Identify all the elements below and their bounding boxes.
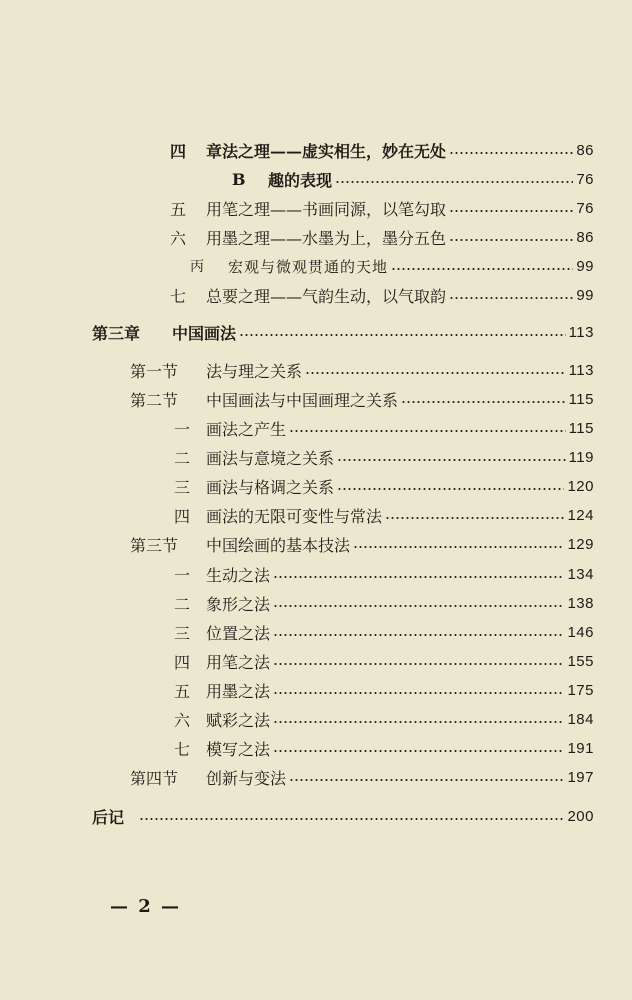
leader-dots bbox=[449, 239, 573, 241]
entry-page: 124 bbox=[567, 506, 594, 524]
leader-dots bbox=[273, 750, 564, 752]
entry-page: 184 bbox=[567, 710, 594, 728]
entry-page: 191 bbox=[567, 739, 594, 757]
entry-title: 赋彩之法 bbox=[206, 710, 271, 730]
toc-entry bbox=[174, 472, 594, 500]
toc-entry bbox=[174, 705, 594, 733]
entry-page: 134 bbox=[567, 565, 594, 583]
leader-dots bbox=[401, 401, 566, 403]
toc-entry bbox=[174, 589, 594, 617]
toc-entry bbox=[170, 194, 594, 222]
entry-page: 120 bbox=[567, 477, 594, 495]
entry-page: 99 bbox=[576, 286, 594, 304]
toc-entry bbox=[190, 252, 594, 280]
entry-number: 一 bbox=[174, 419, 191, 439]
entry-page: 99 bbox=[576, 257, 594, 275]
entry-number: 六 bbox=[170, 228, 187, 248]
entry-number: 丙 bbox=[190, 259, 204, 275]
toc-entry bbox=[174, 560, 594, 588]
entry-page: 76 bbox=[576, 170, 594, 188]
entry-number: B bbox=[232, 169, 246, 189]
leader-dots bbox=[289, 430, 566, 432]
entry-page: 119 bbox=[568, 448, 594, 466]
entry-number: 三 bbox=[174, 623, 191, 643]
leader-dots bbox=[273, 721, 564, 723]
leader-dots bbox=[139, 818, 564, 820]
entry-page: 129 bbox=[567, 535, 594, 553]
entry-number: 四 bbox=[174, 652, 191, 672]
entry-number: 四 bbox=[174, 506, 191, 526]
toc-entry bbox=[130, 356, 594, 384]
entry-page: 155 bbox=[567, 652, 594, 670]
entry-title: 用墨之理——水墨为上，墨分五色 bbox=[206, 228, 447, 248]
leader-dots bbox=[273, 576, 564, 578]
entry-page: 200 bbox=[567, 807, 594, 825]
entry-title: 位置之法 bbox=[206, 623, 271, 643]
toc-entry bbox=[92, 802, 594, 830]
entry-page: 113 bbox=[568, 323, 594, 341]
entry-page: 76 bbox=[576, 199, 594, 217]
toc-entry bbox=[170, 136, 594, 164]
entry-number: 三 bbox=[174, 477, 191, 497]
entry-title: 中国绘画的基本技法 bbox=[206, 535, 351, 555]
entry-number: 第三章 bbox=[92, 323, 141, 343]
entry-number: 后记 bbox=[92, 807, 125, 827]
leader-dots bbox=[273, 692, 564, 694]
leader-dots bbox=[305, 372, 566, 374]
entry-number: 四 bbox=[170, 141, 187, 161]
entry-title: 创新与变法 bbox=[206, 768, 287, 788]
entry-title: 趣的表现 bbox=[268, 170, 333, 190]
toc-entry bbox=[174, 414, 594, 442]
toc-entry bbox=[92, 318, 594, 346]
entry-number: 七 bbox=[174, 739, 191, 759]
leader-dots bbox=[353, 546, 564, 548]
leader-dots bbox=[273, 605, 564, 607]
entry-title: 用墨之法 bbox=[206, 681, 271, 701]
toc-entry bbox=[170, 281, 594, 309]
leader-dots bbox=[449, 297, 573, 299]
entry-page: 115 bbox=[568, 390, 594, 408]
toc-entry bbox=[174, 443, 594, 471]
toc-entry bbox=[232, 165, 594, 193]
entry-title: 用笔之法 bbox=[206, 652, 271, 672]
entry-title: 画法与格调之关系 bbox=[206, 477, 335, 497]
leader-dots bbox=[239, 334, 566, 336]
entry-title: 画法与意境之关系 bbox=[206, 448, 335, 468]
entry-number: 第一节 bbox=[130, 361, 179, 381]
entry-title: 中国画法 bbox=[172, 323, 237, 343]
toc-entry bbox=[174, 501, 594, 529]
leader-dots bbox=[391, 268, 573, 270]
leader-dots bbox=[337, 488, 564, 490]
entry-page: 115 bbox=[568, 419, 594, 437]
leader-dots bbox=[273, 663, 564, 665]
entry-number: 第三节 bbox=[130, 535, 179, 555]
entry-title: 章法之理——虚实相生，妙在无处 bbox=[206, 141, 447, 161]
leader-dots bbox=[449, 152, 573, 154]
entry-page: 86 bbox=[576, 228, 594, 246]
leader-dots bbox=[449, 210, 573, 212]
entry-number: 五 bbox=[174, 681, 191, 701]
entry-page: 138 bbox=[567, 594, 594, 612]
entry-number: 二 bbox=[174, 448, 191, 468]
entry-title: 模写之法 bbox=[206, 739, 271, 759]
toc-entry bbox=[174, 676, 594, 704]
entry-title: 宏观与微观贯通的天地 bbox=[228, 257, 389, 276]
toc-entry bbox=[174, 618, 594, 646]
entry-title: 中国画法与中国画理之关系 bbox=[206, 390, 399, 410]
toc-entry bbox=[130, 530, 594, 558]
entry-title: 法与理之关系 bbox=[206, 361, 303, 381]
leader-dots bbox=[289, 779, 564, 781]
entry-page: 197 bbox=[567, 768, 594, 786]
entry-title: 用笔之理——书画同源，以笔勾取 bbox=[206, 199, 447, 219]
toc-entry bbox=[130, 385, 594, 413]
entry-title: 象形之法 bbox=[206, 594, 271, 614]
entry-number: 第四节 bbox=[130, 768, 179, 788]
toc-entry bbox=[174, 734, 594, 762]
entry-number: 六 bbox=[174, 710, 191, 730]
entry-title: 画法之产生 bbox=[206, 419, 287, 439]
entry-title: 画法的无限可变性与常法 bbox=[206, 506, 383, 526]
page-number: — 2 — bbox=[110, 896, 182, 917]
entry-page: 175 bbox=[567, 681, 594, 699]
leader-dots bbox=[385, 517, 564, 519]
toc-entry bbox=[174, 647, 594, 675]
entry-number: 七 bbox=[170, 286, 187, 306]
leader-dots bbox=[337, 459, 566, 461]
leader-dots bbox=[273, 634, 564, 636]
toc-entry bbox=[130, 763, 594, 791]
entry-page: 86 bbox=[576, 141, 594, 159]
entry-page: 146 bbox=[567, 623, 594, 641]
entry-title: 生动之法 bbox=[206, 565, 271, 585]
entry-number: 第二节 bbox=[130, 390, 179, 410]
entry-page: 113 bbox=[568, 361, 594, 379]
entry-number: 一 bbox=[174, 565, 191, 585]
entry-number: 五 bbox=[170, 199, 187, 219]
toc-entry bbox=[170, 223, 594, 251]
entry-number: 二 bbox=[174, 594, 191, 614]
leader-dots bbox=[335, 181, 573, 183]
entry-title: 总要之理——气韵生动，以气取韵 bbox=[206, 286, 447, 306]
